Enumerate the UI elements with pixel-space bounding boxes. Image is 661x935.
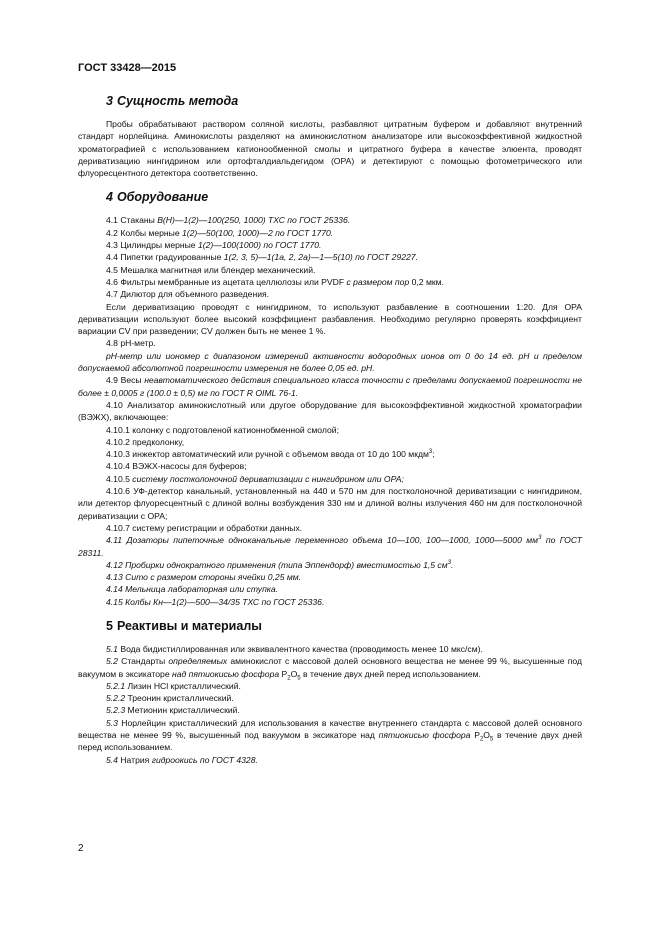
item-4-13: 4.13 Сито с размером стороны ячейки 0,25 мм. (106, 572, 302, 583)
section-5-heading (78, 619, 582, 633)
item-4-10-3: 4.10.3 инжектор автоматический или ручной с объемом ввода от 10 до 100 мкдм$^3$; (106, 449, 435, 460)
section-number: 3 (106, 94, 113, 108)
item-4-4: 4.4 Пипетки градуированные 1(2, 3, 5)—1(1а, 2, 2а)—1—5(10) по ГОСТ 29227. (106, 252, 418, 263)
item-5-2-3: 5.2.3 Метионин кристаллический. (106, 705, 240, 716)
item-4-10-5: 4.10.5 систему постколоночной дериватизации с нингидрином или OPA; (106, 473, 404, 484)
section-title: Сущность метода (116, 94, 239, 108)
item-4-3: 4.3 Цилиндры мерные 1(2)—100(1000) по ГОСТ 1770. (106, 240, 322, 251)
section-3-heading (78, 94, 582, 108)
item-5-2: 5.2 Стандарты определяемых аминокислот с массовой долей основного вещества не менее 99 %, высушенные под вакуумом в эксикаторе над пятиокисью фосфора $P_2O_5$ в течение двух дней перед использованием. (78, 656, 583, 682)
item-4-8: 4.8 pH-метр. (106, 338, 156, 349)
dilution-paragraph: Если дериватизацию проводят с нингидрином, то используют разбавление в соотношении 1:20. Для OPA дериватизации используют более высокий коэффициент разбавления. Необходимо регулярно проверять коэффициент вариации CV при разведении; CV должен быть не менее 1 %. (78, 301, 582, 337)
item-4-14: 4.14 Мельница лабораторная или ступка. (106, 584, 279, 595)
item-4-15: 4.15 Колбы Кн—1(2)—500—34/35 ТХС по ГОСТ 25336. (106, 596, 325, 607)
item-5-4: 5.4 Натрия гидроокись по ГОСТ 4328. (106, 754, 258, 765)
section-title: Реактивы и материалы (116, 618, 262, 633)
item-4-12: 4.12 Пробирки однократного применения (типа Эппендорф) вместимостью 1,5 $см^3$. (106, 559, 454, 570)
item-5-2-1: 5.2.1 Лизин HCl кристаллический. (106, 680, 241, 691)
item-4-9: 4.9 Весы неавтоматического действия специального класса точности с пределами допускаемой погрешности не более ± 0,0005 г (100.0 ± 0,5) мг по ГОСТ R OIML 76-1. (78, 375, 582, 398)
section-number: 4 (106, 190, 113, 205)
item-5-3: 5.3 Норлейцин кристаллический для использования в качестве внутреннего стандарта с массовой долей основного вещества не менее 99 %, высушенный под вакуумом в эксикаторе над пятиокисью фосфора $P_2O_5$ в течение двух дней перед использованием. (78, 717, 583, 753)
item-4-10-1: 4.10.1 колонку с подготовленой катионнобменной смолой; (106, 424, 339, 435)
item-4-2: 4.2 Колбы мерные 1(2)—50(100, 1000)—2 по ГОСТ 1770. (106, 227, 334, 238)
section-title: Оборудование (116, 190, 209, 205)
item-4-6: 4.6 Фильтры мембранные из ацетата целлюлозы или PVDF с размером пор 0,2 мкм. (106, 276, 444, 287)
item-4-7: 4.7 Дилютор для объемного разведения. (106, 289, 270, 300)
item-4-10-4: 4.10.4 ВЭЖХ-насосы для буферов; (106, 461, 247, 472)
document-code: ГОСТ 33428—2015 (78, 62, 177, 74)
item-4-10-7: 4.10.7 систему регистрации и обработки данных. (106, 522, 303, 533)
ph-meter-paragraph: pH-метр или иономер с диапазоном измерений активности водородных ионов от 0 до 14 ед. pH и пределом допускаемой абсолютной погрешности измерения не более 0,05 ед. pH. (78, 350, 582, 374)
item-4-5: 4.5 Мешалка магнитная или блендер механический. (106, 264, 316, 275)
item-4-10: 4.10 Анализатор аминокислотный или другое оборудование для высокоэффективной жидкостной хроматографии (ВЭЖХ), включающее: (78, 399, 582, 423)
item-4-10-2: 4.10.2 предколонку, (106, 436, 185, 447)
item-4-1: 4.1 Стаканы В(Н)—1(2)—100(250, 1000) ТХС по ГОСТ 25336. (106, 215, 351, 226)
document-body (78, 94, 582, 766)
item-4-11: 4.11 Дозаторы пипеточные одноканальные переменного объема 10—100, 100—1000, 1000—5000 $мм^3$ по ГОСТ 28311. (78, 535, 583, 558)
item-5-1: 5.1 Вода бидистиллированная или эквивалентного качества (проводимость менее 10 мкс/см). (106, 643, 483, 654)
page-number: 2 (78, 843, 84, 854)
section-4-heading (78, 190, 582, 204)
section-3-paragraph: Пробы обрабатывают раствором соляной кислоты, разбавляют цитратным буфером и добавляют внутренний стандарт норлейцина. Аминокислоты разделяют на аминокислотном анализаторе или высокоэффективной жидкостной хроматографией с использованием катионообменной смолы и цитратного буфера в качестве элюента, проводят дериватизацию нингидрином или ортофталдиальдегидом (OPA) и детектируют с помощью фотометрического или флуоресцентного детектора соответственно. (78, 119, 582, 179)
section-number: 5 (106, 618, 113, 633)
item-4-10-6: 4.10.6 УФ-детектор канальный, установленный на 440 и 570 нм для постколоночной дериватизации с нингидрином, или детектор флуоресцентный с длиной волны возбуждения 330 нм и длиной волны излучения 460 нм для постколоночной дериватизации с OPA; (78, 486, 582, 521)
item-5-2-2: 5.2.2 Треонин кристаллический. (106, 693, 234, 704)
